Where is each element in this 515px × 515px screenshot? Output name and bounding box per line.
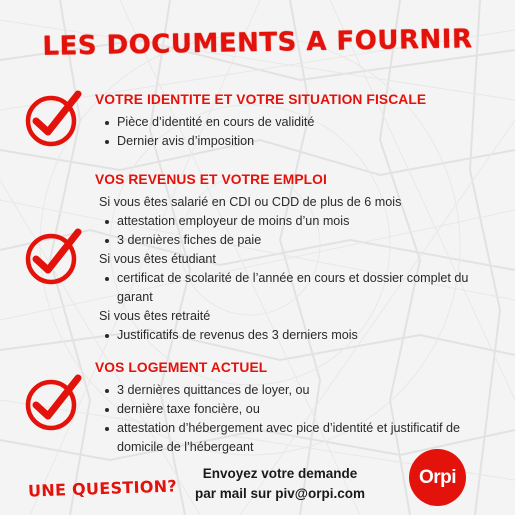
page-title: LES DOCUMENTS A FOURNIR: [42, 24, 473, 62]
checkmark-circle-icon: [22, 226, 84, 288]
contact-email-line[interactable]: par mail sur piv@orpi.com: [195, 486, 365, 501]
group-label-salaried: Si vous êtes salarié en CDI ou CDD de plus de 6 mois: [99, 195, 402, 209]
checkmark-circle-icon: [22, 88, 84, 150]
section-heading-income: VOS REVENUS ET VOTRE EMPLOI: [95, 172, 327, 187]
group-label-retired: Si vous êtes retraité: [99, 309, 211, 323]
retired-list: [95, 326, 500, 345]
group-label-student: Si vous êtes étudiant: [99, 252, 216, 266]
salaried-list: [95, 212, 500, 250]
list-item: certificat de scolarité de l’année en cours et dossier complet du garant: [95, 269, 500, 307]
list-item: attestation d’hébergement avec pice d’identité et justificatif de domicile de l’hébergeant: [95, 419, 500, 457]
housing-list: [95, 381, 500, 457]
list-item: dernière taxe foncière, ou: [95, 400, 500, 419]
list-item: attestation employeur de moins d’un mois: [95, 212, 500, 231]
list-item: Pièce d’identité en cours de validité: [95, 113, 500, 132]
contact-info: [180, 464, 380, 504]
contact-line-1: Envoyez votre demande: [202, 466, 358, 481]
student-list: [95, 269, 500, 307]
checkmark-circle-icon: [22, 372, 84, 434]
orpi-logo: Orpi: [409, 449, 466, 506]
question-label: UNE QUESTION?: [27, 476, 178, 501]
list-item: 3 dernières quittances de loyer, ou: [95, 381, 500, 400]
section-heading-housing: VOS LOGEMENT ACTUEL: [95, 360, 268, 375]
list-item: Justificatifs de revenus des 3 derniers mois: [95, 326, 500, 345]
identity-list: [95, 113, 500, 151]
section-income: [95, 172, 500, 345]
section-heading-identity: VOTRE IDENTITE ET VOTRE SITUATION FISCALE: [95, 92, 427, 107]
section-housing: [95, 360, 500, 457]
list-item: 3 dernières fiches de paie: [95, 231, 500, 250]
list-item: Dernier avis d’imposition: [95, 132, 500, 151]
section-identity: [95, 92, 500, 151]
